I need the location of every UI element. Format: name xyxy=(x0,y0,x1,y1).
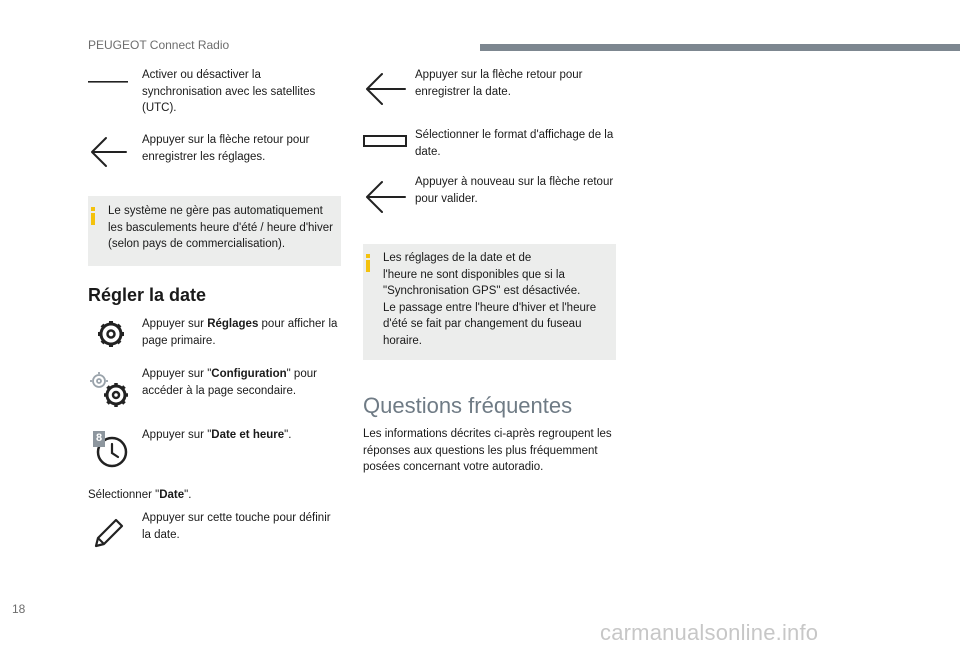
faq-title: Questions fréquentes xyxy=(363,393,573,418)
note-gps-text: Les réglages de la date et de l'heure ne sont disponibles que si la "Synchronisation GPS" est désactivée. Le passage entre l'heure d'hiver et l'heure d'été se fait par changement du fuseau horaire. xyxy=(383,252,597,347)
header-title: PEUGEOT Connect Radio xyxy=(88,38,230,52)
step-define-date: Appuyer sur cette touche pour définir la date. xyxy=(142,512,331,541)
pencil-icon xyxy=(92,516,126,550)
utc-sync-text: Activer ou désactiver la synchronisation avec les satellites (UTC). xyxy=(142,69,316,114)
badge-number: 8 xyxy=(96,432,103,444)
header-bar xyxy=(480,44,960,51)
faq-text: Les informations décrites ci-après regroupent les réponses aux questions les plus fréquemment posées concernant votre autoradio. xyxy=(363,428,612,473)
note-box-gps xyxy=(363,244,616,360)
step-date-time: Appuyer sur "Date et heure". xyxy=(142,429,292,441)
back-validate-text: Appuyer à nouveau sur la flèche retour pour valider. xyxy=(415,176,614,205)
double-gear-icon xyxy=(88,370,132,410)
back-arrow-icon xyxy=(363,72,407,106)
note-box-dst xyxy=(88,196,341,266)
info-icon xyxy=(91,207,95,225)
format-bar-icon xyxy=(363,135,407,147)
watermark: carmanualsonline.info xyxy=(600,620,819,645)
info-icon xyxy=(366,254,370,272)
note-dst-text: Le système ne gère pas automatiquement les basculements heure d'été / heure d'hiver (selon pays de commercialisation). xyxy=(108,205,333,250)
back-save-date-text: Appuyer sur la flèche retour pour enregistrer la date. xyxy=(415,69,583,98)
step-settings: Appuyer sur Réglages pour afficher la page primaire. xyxy=(142,318,338,347)
back-arrow-icon xyxy=(363,180,407,214)
section-title-date: Régler la date xyxy=(88,285,207,305)
back-save-settings-text: Appuyer sur la flèche retour pour enregistrer les réglages. xyxy=(142,134,310,163)
back-arrow-icon xyxy=(88,136,128,168)
step-configuration: Appuyer sur "Configuration" pour accéder à la page secondaire. xyxy=(142,368,317,397)
date-format-text: Sélectionner le format d'affichage de la date. xyxy=(415,129,614,158)
toggle-line-icon xyxy=(88,80,128,84)
select-date-text: Sélectionner "Date". xyxy=(88,489,192,501)
page-number: 18 xyxy=(12,602,26,616)
gear-icon xyxy=(96,319,126,349)
